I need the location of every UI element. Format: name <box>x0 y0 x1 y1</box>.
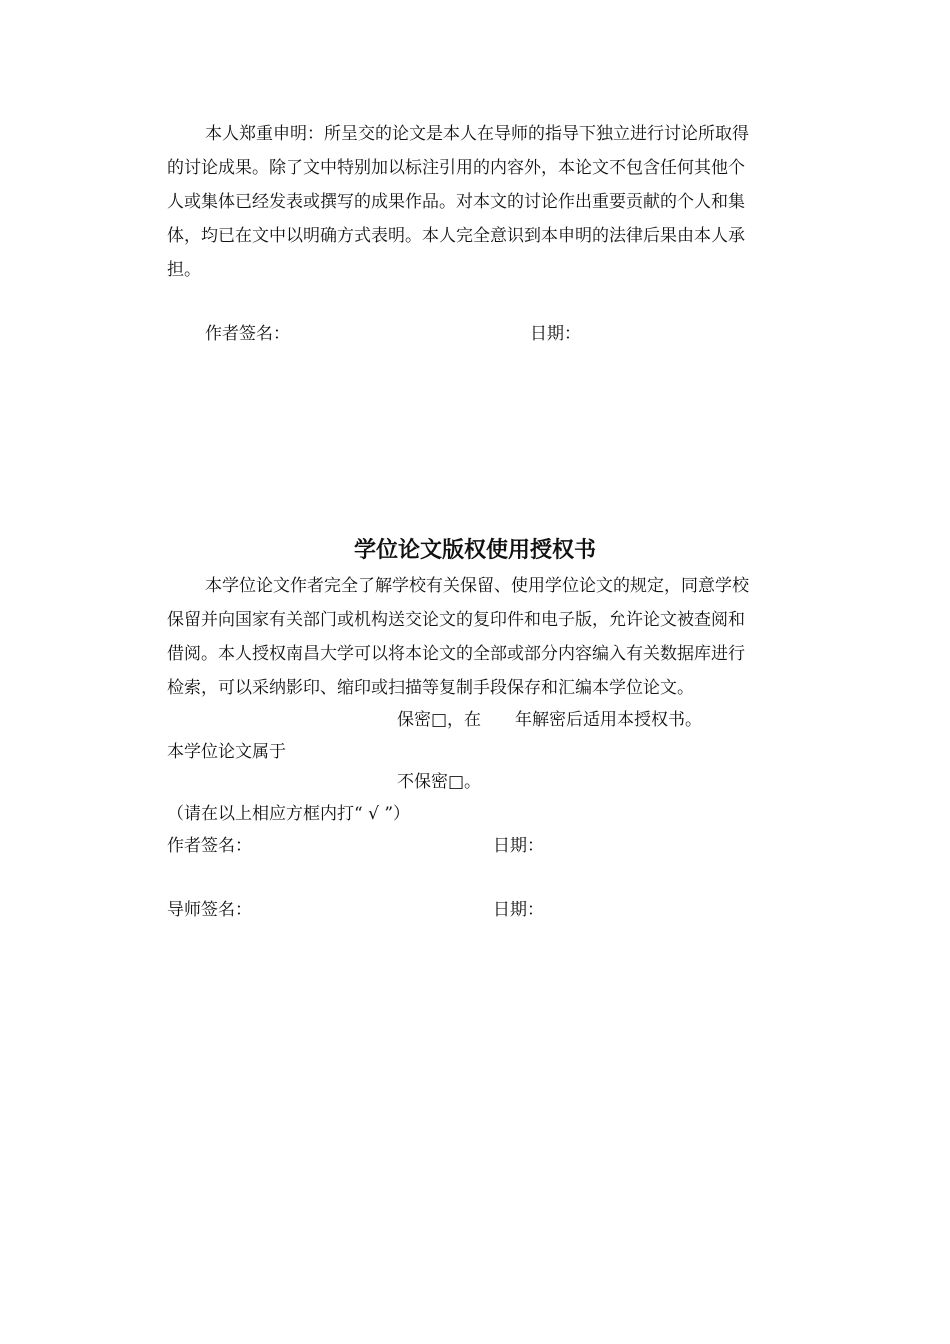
belongs-label: 本学位论文属于 <box>167 742 286 762</box>
non-secret-option: 不保密□。 <box>397 772 482 792</box>
declaration-line-1: 本人郑重申明：所呈交的论文是本人在导师的指导下独立进行讨论所取得 <box>205 124 749 144</box>
authorization-line-3: 借阅。本人授权南昌大学可以将本论文的全部或部分内容编入有关数据库进行 <box>167 644 745 664</box>
authorization-line-4: 检索，可以采纳影印、缩印或扫描等复制手段保存和汇编本学位论文。 <box>167 678 694 698</box>
checkbox-instruction: （请在以上相应方框内打“ √ ”） <box>167 804 411 824</box>
declaration-line-5: 担。 <box>167 260 201 280</box>
declaration-line-3: 人或集体已经发表或撰写的成果作品。对本文的讨论作出重要贡献的个人和集 <box>167 192 745 212</box>
declaration-date-label: 日期： <box>530 324 581 344</box>
author-signature-label: 作者签名： <box>167 836 252 856</box>
authorization-title: 学位论文版权使用授权书 <box>353 538 596 563</box>
secret-option: 保密□，在 年解密后适用本授权书。 <box>397 710 703 730</box>
authorization-line-2: 保留并向国家有关部门或机构送交论文的复印件和电子版，允许论文被查阅和 <box>167 610 745 630</box>
advisor-date-label: 日期： <box>493 900 544 920</box>
declaration-author-signature-label: 作者签名： <box>205 324 290 344</box>
advisor-signature-label: 导师签名： <box>167 900 252 920</box>
declaration-line-4: 体，均已在文中以明确方式表明。本人完全意识到本申明的法律后果由本人承 <box>167 226 745 246</box>
declaration-line-2: 的讨论成果。除了文中特别加以标注引用的内容外，本论文不包含任何其他个 <box>167 158 745 178</box>
author-date-label: 日期： <box>493 836 544 856</box>
authorization-line-1: 本学位论文作者完全了解学校有关保留、使用学位论文的规定，同意学校 <box>205 576 749 596</box>
